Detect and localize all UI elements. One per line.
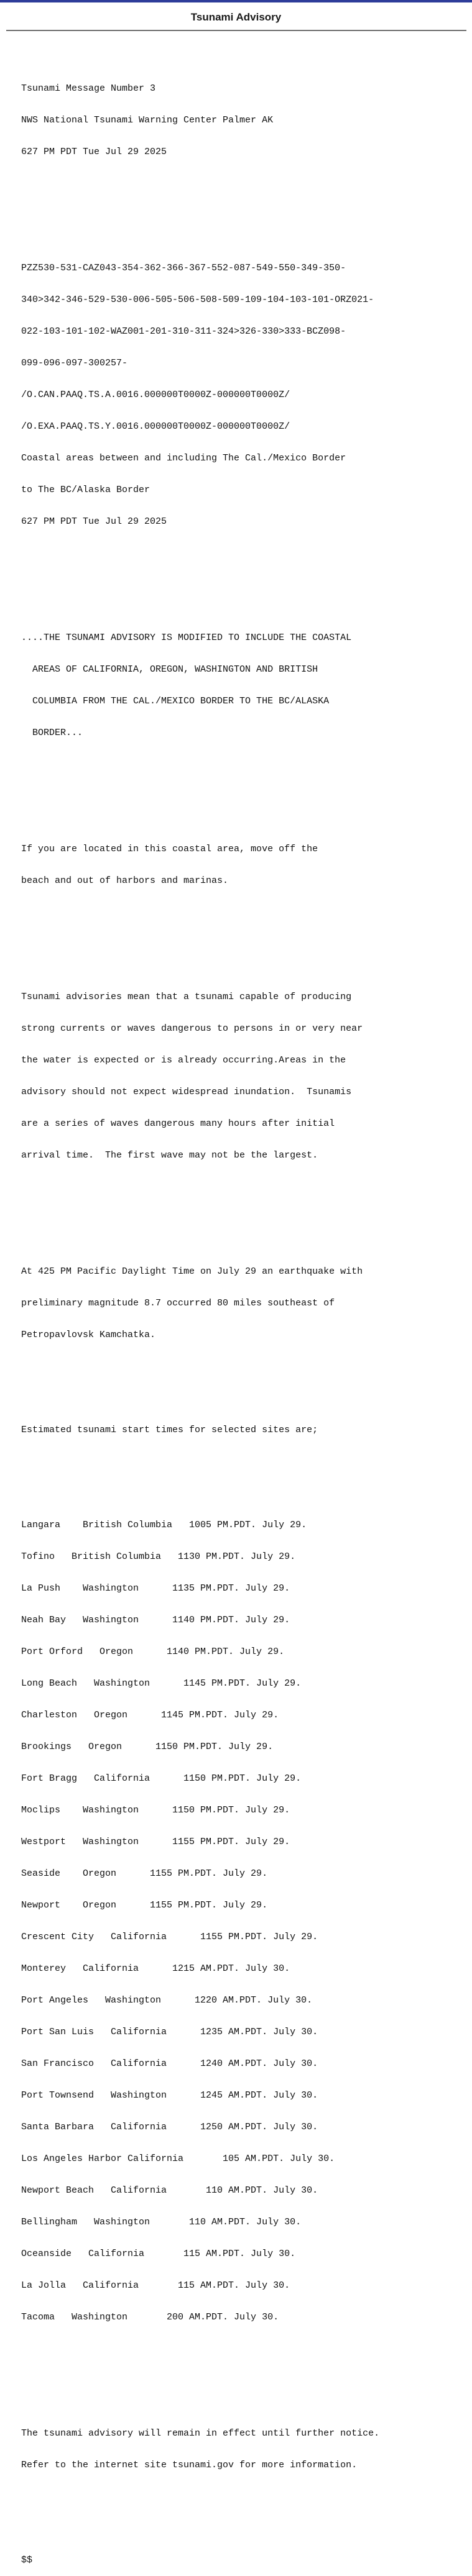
start-times-list — [21, 1499, 466, 2344]
spacer — [21, 569, 466, 580]
list-item: Los Angeles Harbor California 105 AM.PDT. July 30. — [21, 2154, 335, 2164]
action-line: If you are located in this coastal area, move off the — [21, 844, 318, 854]
closing-paragraph — [21, 2407, 466, 2492]
list-item: Port San Luis California 1235 AM.PDT. July 30. — [21, 2027, 318, 2037]
meaning-line: advisory should not expect widespread inundation. Tsunamis — [21, 1087, 352, 1097]
spacer — [21, 2513, 466, 2523]
list-item: Santa Barbara California 1250 AM.PDT. July 30. — [21, 2122, 318, 2132]
headline-line: ....THE TSUNAMI ADVISORY IS MODIFIED TO INCLUDE THE COASTAL — [21, 633, 352, 643]
headline-line: AREAS OF CALIFORNIA, OREGON, WASHINGTON AND BRITISH — [21, 664, 318, 675]
start-times-intro: Estimated tsunami start times for selected sites are; — [21, 1425, 318, 1435]
list-item: Charleston Oregon 1145 PM.PDT. July 29. — [21, 1710, 279, 1720]
vtec-line: /O.CAN.PAAQ.TS.A.0016.000000T0000Z-000000T0000Z/ — [21, 390, 290, 400]
list-item: Tofino British Columbia 1130 PM.PDT. July 29. — [21, 1551, 296, 1562]
list-item: Newport Oregon 1155 PM.PDT. July 29. — [21, 1900, 268, 1911]
meaning-line: the water is expected or is already occurring.Areas in the — [21, 1055, 346, 1066]
spacer — [21, 1203, 466, 1213]
list-item: La Jolla California 115 AM.PDT. July 30. — [21, 2280, 290, 2291]
meaning-line: are a series of waves dangerous many hours after initial — [21, 1118, 335, 1129]
list-item: Seaside Oregon 1155 PM.PDT. July 29. — [21, 1868, 268, 1879]
meaning-line: strong currents or waves dangerous to persons in or very near — [21, 1023, 363, 1034]
header — [0, 2, 472, 30]
vtec-line: /O.EXA.PAAQ.TS.Y.0016.000000T0000Z-000000T0000Z/ — [21, 421, 290, 432]
area-description-line: Coastal areas between and including The Cal./Mexico Border — [21, 453, 346, 464]
spacer — [21, 199, 466, 210]
meaning-line: arrival time. The first wave may not be the largest. — [21, 1150, 318, 1161]
action-line: beach and out of harbors and marinas. — [21, 875, 229, 886]
zone-code-line: 022-103-101-102-WAZ001-201-310-311-324>326-330>333-BCZ098- — [21, 326, 346, 337]
earthquake-line: preliminary magnitude 8.7 occurred 80 miles southeast of — [21, 1298, 335, 1309]
spacer — [21, 1382, 466, 1393]
message-heading — [21, 62, 466, 178]
earthquake-line: At 425 PM Pacific Daylight Time on July 29 an earthquake with — [21, 1266, 363, 1277]
meaning-paragraph — [21, 971, 466, 1182]
message-body — [21, 41, 466, 2576]
headline-line: COLUMBIA FROM THE CAL./MEXICO BORDER TO THE BC/ALASKA — [21, 696, 330, 706]
headline-block — [21, 611, 466, 759]
list-item: La Push Washington 1135 PM.PDT. July 29. — [21, 1583, 290, 1594]
closing-line: The tsunami advisory will remain in effect until further notice. — [21, 2428, 380, 2439]
action-paragraph — [21, 823, 466, 907]
spacer — [21, 2365, 466, 2375]
list-item: Bellingham Washington 110 AM.PDT. July 30. — [21, 2217, 302, 2227]
closing-line: Refer to the internet site tsunami.gov for more information. — [21, 2460, 358, 2470]
end-marker: $$ — [21, 2555, 33, 2565]
list-item: Neah Bay Washington 1140 PM.PDT. July 29. — [21, 1615, 290, 1625]
area-time-line: 627 PM PDT Tue Jul 29 2025 — [21, 516, 167, 527]
header-divider — [6, 30, 466, 31]
list-item: Port Orford Oregon 1140 PM.PDT. July 29. — [21, 1647, 285, 1657]
list-item: San Francisco California 1240 AM.PDT. July 30. — [21, 2058, 318, 2069]
spacer — [21, 928, 466, 939]
earthquake-line: Petropavlovsk Kamchatka. — [21, 1330, 156, 1340]
zone-code-line: PZZ530-531-CAZ043-354-362-366-367-552-087-549-550-349-350- — [21, 263, 346, 273]
list-item: Brookings Oregon 1150 PM.PDT. July 29. — [21, 1742, 274, 1752]
list-item: Crescent City California 1155 PM.PDT. July 29. — [21, 1932, 318, 1942]
earthquake-paragraph — [21, 1245, 466, 1361]
area-description-line: to The BC/Alaska Border — [21, 485, 150, 495]
zone-code-line: 340>342-346-529-530-006-505-506-508-509-109-104-103-101-ORZ021- — [21, 295, 374, 305]
list-item: Westport Washington 1155 PM.PDT. July 29. — [21, 1837, 290, 1847]
list-item: Tacoma Washington 200 AM.PDT. July 30. — [21, 2312, 279, 2323]
list-item: Newport Beach California 110 AM.PDT. July 30. — [21, 2185, 318, 2196]
message-number-line: Tsunami Message Number 3 — [21, 83, 156, 94]
list-item: Long Beach Washington 1145 PM.PDT. July 29. — [21, 1678, 302, 1689]
meaning-line: Tsunami advisories mean that a tsunami capable of producing — [21, 992, 352, 1002]
list-item: Port Angeles Washington 1220 AM.PDT. July 30. — [21, 1995, 313, 2006]
spacer — [21, 780, 466, 791]
page-title: Tsunami Advisory — [190, 11, 282, 23]
headline-line: BORDER... — [21, 728, 83, 738]
issuing-office-line: NWS National Tsunami Warning Center Palmer AK — [21, 115, 274, 126]
list-item: Port Townsend Washington 1245 AM.PDT. July 30. — [21, 2090, 318, 2101]
zone-codes-block — [21, 242, 466, 548]
issue-time-line: 627 PM PDT Tue Jul 29 2025 — [21, 147, 167, 157]
list-item: Fort Bragg California 1150 PM.PDT. July 29. — [21, 1773, 302, 1784]
list-item: Monterey California 1215 AM.PDT. July 30. — [21, 1963, 290, 1974]
list-item: Langara British Columbia 1005 PM.PDT. July 29. — [21, 1520, 307, 1530]
list-item: Moclips Washington 1150 PM.PDT. July 29. — [21, 1805, 290, 1816]
zone-code-line: 099-096-097-300257- — [21, 358, 128, 368]
spacer — [21, 1456, 466, 1467]
list-item: Oceanside California 115 AM.PDT. July 30. — [21, 2249, 296, 2259]
